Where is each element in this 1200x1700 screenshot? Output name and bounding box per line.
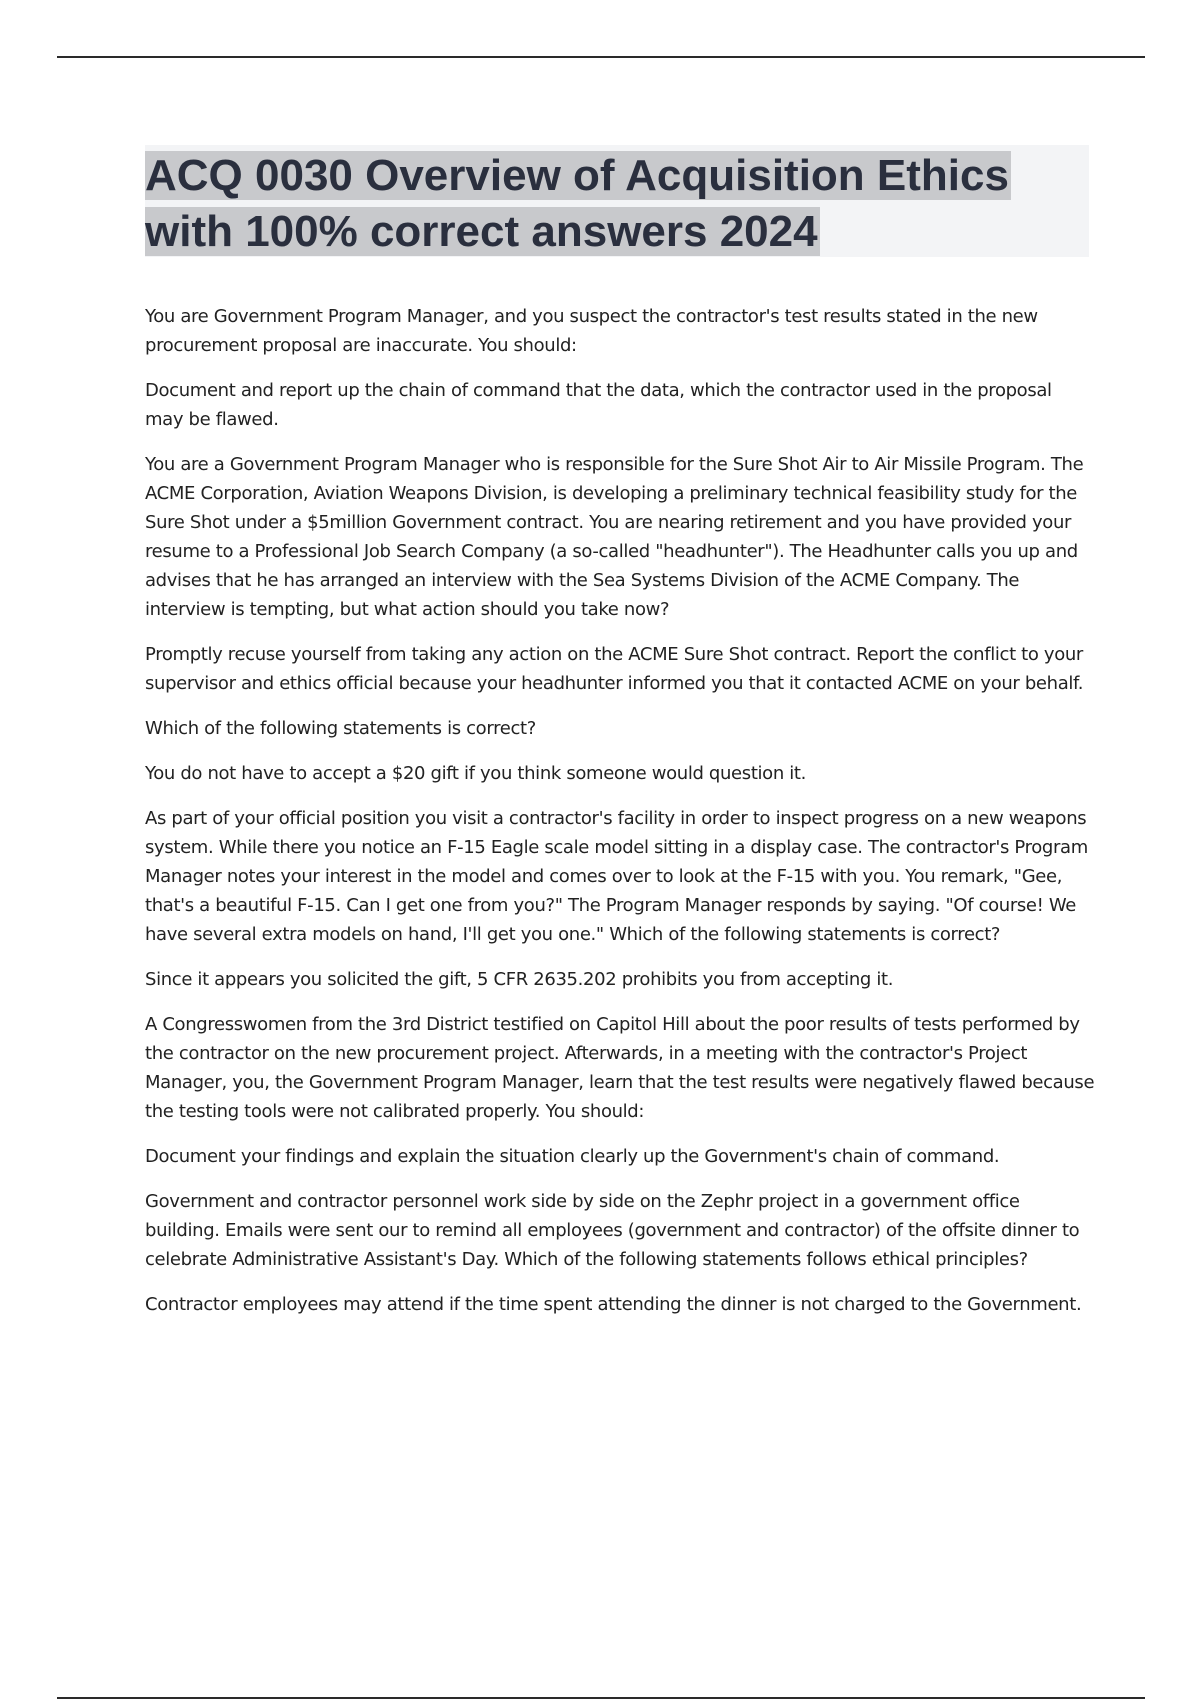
- document-body: [145, 302, 1095, 1335]
- answer-2: Promptly recuse yourself from taking any action on the ACME Sure Shot contract. Report the conflict to your supervisor and ethics official because your headhunter informed you that it contacted ACME on your behalf.: [145, 644, 1084, 694]
- question-6: Government and contractor personnel work side by side on the Zephr project in a government office building. Emails were sent our to remind all employees (government and contractor) of the offsite dinner to celebrate Administrative Assistant's Day. Which of the following statements follows ethical principles?: [145, 1191, 1080, 1270]
- answer-4: Since it appears you solicited the gift, 5 CFR 2635.202 prohibits you from accepting it.: [145, 969, 894, 990]
- question-3: Which of the following statements is correct?: [145, 718, 536, 739]
- question-4: As part of your official position you visit a contractor's facility in order to inspect progress on a new weapons system. While there you notice an F-15 Eagle scale model sitting in a display case. The contractor's Program Manager notes your interest in the model and comes over to look at the F-15 with you. You remark, "Gee, that's a beautiful F-15. Can I get one from you?" The Program Manager responds by saying. "Of course! We have several extra models on hand, I'll get you one." Which of the following statements is correct?: [145, 808, 1088, 945]
- answer-1: Document and report up the chain of command that the data, which the contractor used in the proposal may be flawed.: [145, 380, 1052, 430]
- question-2: You are a Government Program Manager who is responsible for the Sure Shot Air to Air Missile Program. The ACME Corporation, Aviation Weapons Division, is developing a preliminary technical feasibility study for the Sure Shot under a $5million Government contract. You are nearing retirement and you have provided your resume to a Professional Job Search Company (a so-called "headhunter"). The Headhunter calls you up and advises that he has arranged an interview with the Sea Systems Division of the ACME Company. The interview is tempting, but what action should you take now?: [145, 454, 1084, 620]
- answer-6: Contractor employees may attend if the time spent attending the dinner is not charged to the Government.: [145, 1294, 1082, 1315]
- header-rule: [57, 56, 1145, 58]
- document-title-text: ACQ 0030 Overview of Acquisition Ethics with 100% correct answers 2024: [145, 151, 1009, 256]
- answer-5: Document your findings and explain the situation clearly up the Government's chain of command.: [145, 1146, 1000, 1167]
- footer-rule: [57, 1697, 1145, 1699]
- document-title: [145, 148, 1089, 260]
- question-1: You are Government Program Manager, and you suspect the contractor's test results stated in the new procurement proposal are inaccurate. You should:: [145, 306, 1038, 356]
- answer-3: You do not have to accept a $20 gift if you think someone would question it.: [145, 763, 806, 784]
- question-5: A Congresswomen from the 3rd District testified on Capitol Hill about the poor results of tests performed by the contractor on the new procurement project. Afterwards, in a meeting with the contractor's Project Manager, you, the Government Program Manager, learn that the test results were negatively flawed because the testing tools were not calibrated properly. You should:: [145, 1014, 1095, 1122]
